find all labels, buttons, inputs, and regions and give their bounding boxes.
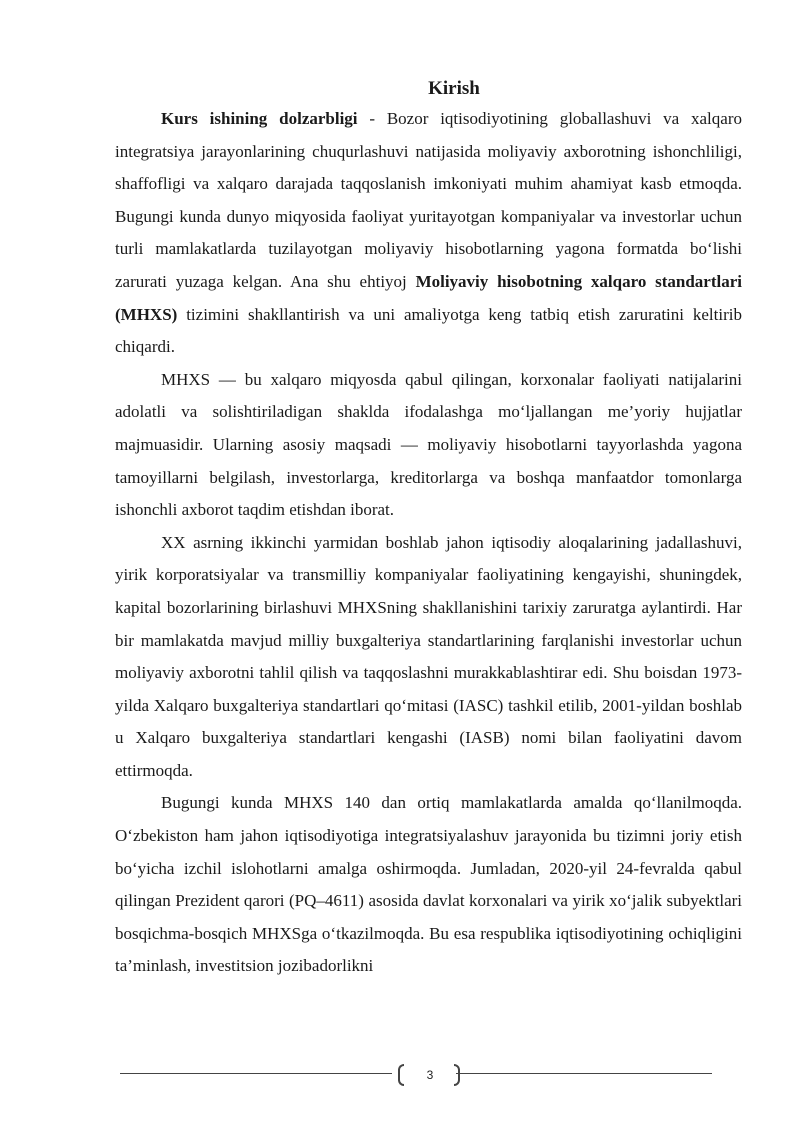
relevance-lead: Kurs ishining dolzarbligi [161,109,358,128]
page-footer [120,1062,712,1092]
paragraph-mhxs-definition: MHXS — bu xalqaro miqyosda qabul qilingan, korxonalar faoliyati natijalarini adolatli va solishtiriladigan shaklda ifodalashga mo‘ljallangan me’yoriy hujjatlar majmuasidir. Ularning asosiy maqsadi — moliyaviy hisobotlarni tayyorlashda yagona tamoyillarni belgilash, investorlarga, kreditorlarga va boshqa manfaatdor tomonlarga ishonchli axborot taqdim etishdan iborat. [115,369,742,520]
right-bracket-icon [454,1064,460,1086]
document-body [115,103,742,983]
page-number: 3 [426,1068,434,1082]
relevance-text-a: - Bozor iqtisodiyotining globallashuvi va xalqaro integratsiya jarayonlarining chuqurlashuvi natijasida moliyaviy axborotning ishonchliligi, shaffofligi va xalqaro darajada taqqoslanish imkoniyati muhim ahamiyat kasb etmoqda. Bugungi kunda dunyo miqyosida faoliyat yuritayotgan kompaniyalar va investorlar uchun turli mamlakatlarda tuzilayotgan moliyaviy hisobotlarning yagona formatda bo‘lishi zarurati yuzaga kelgan. Ana shu ehtiyoj [115,109,742,291]
relevance-text-b: tizimini shakllantirish va uni amaliyotga keng tatbiq etish zaruratini keltirib chiqardi. [115,304,742,357]
page-title: Kirish [428,78,480,99]
footer-rule-left [120,1073,392,1074]
paragraph-relevance [115,103,742,364]
paragraph-uzbekistan: Bugungi kunda MHXS 140 dan ortiq mamlakatlarda amalda qo‘llanilmoqda. O‘zbekiston ham jahon iqtisodiyotiga integratsiyalashuv jarayonida bu tizimni joriy etish bo‘yicha izchil islohotlarni amalga oshirmoqda. Jumladan, 2020-yil 24-fevralda qabul qilingan Prezident qarori (PQ–4611) asosida davlat korxonalari va yirik xo‘jalik subyektlari bosqichma-bosqich MHXSga o‘tkazilmoqda. Bu esa respublika iqtisodiyotining ochiqligini ta’minlash, investitsion jozibadorlikni [115,793,742,976]
left-bracket-icon [398,1064,404,1086]
mhxs-emphasis: Moliyaviy hisobotning xalqaro standartlari (MHXS) [115,271,742,324]
footer-rule-right [456,1073,712,1074]
paragraph-history: XX asrning ikkinchi yarmidan boshlab jahon iqtisodiy aloqalarining jadallashuvi, yirik korporatsiyalar va transmilliy kompaniyalar faoliyatining kengayishi, shuningdek, kapital bozorlarining birlashuvi MHXSning shakllanishini tarixiy zaruratga aylantirdi. Har bir mamlakatda mavjud milliy buxgalteriya standartlarining farqlanishi investorlar uchun moliyaviy axborotni tahlil qilish va taqqoslashni murakkablashtirar edi. Shu boisdan 1973-yilda Xalqaro buxgalteriya standartlari qo‘mitasi (IASC) tashkil etilib, 2001-yildan boshlab u Xalqaro buxgalteriya standartlari kengashi (IASB) nomi bilan faoliyatini davom ettirmoqda. [115,532,742,780]
